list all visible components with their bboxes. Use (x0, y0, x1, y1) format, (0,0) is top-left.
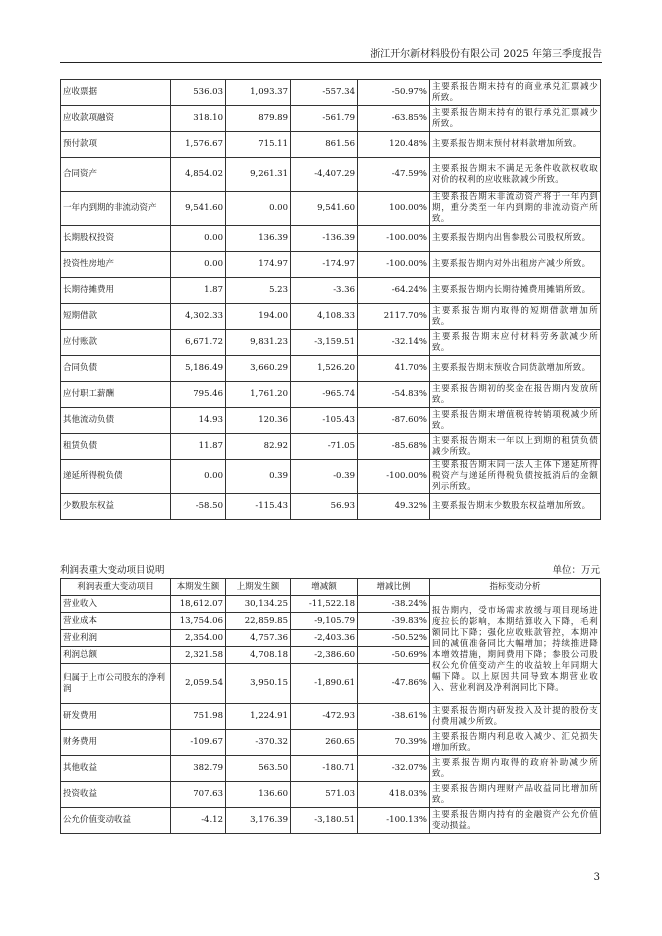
header-previous: 上期发生额 (226, 579, 291, 596)
change-amount: -1,890.61 (291, 664, 358, 704)
change-note: 主要系报告期内利息收入减少、汇兑损失增加所致。 (430, 730, 601, 756)
income-statement-change-table (60, 578, 601, 834)
current-value: 9,541.60 (171, 192, 226, 226)
table-row (61, 460, 601, 494)
change-ratio: 120.48% (358, 132, 430, 158)
current-value: 536.03 (171, 80, 226, 106)
header-item: 利润表重大变动项目 (61, 579, 171, 596)
table-row (61, 252, 601, 278)
balance-sheet-change-table (60, 79, 601, 520)
table-row (61, 808, 601, 834)
item-name: 短期借款 (61, 304, 171, 330)
change-amount: -174.97 (291, 252, 358, 278)
change-amount: -136.39 (291, 226, 358, 252)
change-amount: 56.93 (291, 494, 358, 520)
item-name: 营业成本 (61, 613, 171, 630)
item-name: 其他收益 (61, 756, 171, 782)
current-value: 382.79 (171, 756, 226, 782)
previous-value: 4,708.18 (226, 647, 291, 664)
previous-value: 1,761.20 (226, 382, 291, 408)
item-name: 长期待摊费用 (61, 278, 171, 304)
item-name: 公允价值变动收益 (61, 808, 171, 834)
current-value: 11.87 (171, 434, 226, 460)
item-name: 财务费用 (61, 730, 171, 756)
item-name: 应付职工薪酬 (61, 382, 171, 408)
change-ratio: -50.97% (358, 80, 430, 106)
item-name: 合同资产 (61, 158, 171, 192)
page-header: 浙江开尔新材料股份有限公司 2025 年第三季度报告 (370, 49, 602, 60)
change-amount: 9,541.60 (291, 192, 358, 226)
previous-value: 0.00 (226, 192, 291, 226)
table-row (61, 704, 601, 730)
current-value: 18,612.07 (171, 596, 226, 613)
change-ratio: -32.07% (358, 756, 430, 782)
previous-value: 1,093.37 (226, 80, 291, 106)
previous-value: 9,831.23 (226, 330, 291, 356)
header-current: 本期发生额 (171, 579, 226, 596)
change-amount: -9,105.79 (291, 613, 358, 630)
current-value: -109.67 (171, 730, 226, 756)
change-ratio: -85.68% (358, 434, 430, 460)
table-row (61, 756, 601, 782)
item-name: 一年内到期的非流动资产 (61, 192, 171, 226)
table-row (61, 408, 601, 434)
table-row (61, 278, 601, 304)
change-note: 主要系报告期内持有的金融资产公允价值变动损益。 (430, 808, 601, 834)
previous-value: 82.92 (226, 434, 291, 460)
change-amount: -4,407.29 (291, 158, 358, 192)
current-value: 795.46 (171, 382, 226, 408)
current-value: 4,854.02 (171, 158, 226, 192)
change-ratio: -100.13% (358, 808, 430, 834)
previous-value: 1,224.91 (226, 704, 291, 730)
change-amount: -2,386.60 (291, 647, 358, 664)
current-value: -58.50 (171, 494, 226, 520)
previous-value: -115.43 (226, 494, 291, 520)
change-amount: -965.74 (291, 382, 358, 408)
table-row (61, 730, 601, 756)
page-number: 3 (593, 872, 600, 883)
item-name: 合同负债 (61, 356, 171, 382)
change-ratio: 49.32% (358, 494, 430, 520)
change-amount: 260.65 (291, 730, 358, 756)
change-amount: -3,180.51 (291, 808, 358, 834)
change-note: 主要系报告期末预收合同货款增加所致。 (430, 356, 601, 382)
change-ratio: -100.00% (358, 252, 430, 278)
previous-value: 3,660.29 (226, 356, 291, 382)
change-amount: -0.39 (291, 460, 358, 494)
table-row (61, 304, 601, 330)
item-name: 应收票据 (61, 80, 171, 106)
change-note: 主要系报告期内长期待摊费用摊销所致。 (430, 278, 601, 304)
change-ratio: -54.83% (358, 382, 430, 408)
table-row (61, 226, 601, 252)
change-amount: -3.36 (291, 278, 358, 304)
change-ratio: 70.39% (358, 730, 430, 756)
change-ratio: -50.52% (358, 630, 430, 647)
change-ratio: -100.00% (358, 460, 430, 494)
header-ratio: 增减比例 (358, 579, 430, 596)
change-ratio: -32.14% (358, 330, 430, 356)
change-amount: -557.34 (291, 80, 358, 106)
header-change: 增减额 (291, 579, 358, 596)
change-ratio: -100.00% (358, 226, 430, 252)
change-note: 主要系报告期内出售参股公司股权所致。 (430, 226, 601, 252)
current-value: 0.00 (171, 226, 226, 252)
change-amount: -561.79 (291, 106, 358, 132)
change-amount: -71.05 (291, 434, 358, 460)
current-value: 6,671.72 (171, 330, 226, 356)
table-row (61, 80, 601, 106)
previous-value: 4,757.36 (226, 630, 291, 647)
current-value: 2,354.00 (171, 630, 226, 647)
unit-label: 单位：万元 (552, 565, 600, 576)
previous-value: 715.11 (226, 132, 291, 158)
change-amount: -472.93 (291, 704, 358, 730)
item-name: 投资性房地产 (61, 252, 171, 278)
item-name: 归属于上市公司股东的净利润 (61, 664, 171, 704)
change-ratio: -64.24% (358, 278, 430, 304)
change-amount: -105.43 (291, 408, 358, 434)
previous-value: 174.97 (226, 252, 291, 278)
current-value: 751.98 (171, 704, 226, 730)
previous-value: 9,261.31 (226, 158, 291, 192)
change-amount: -3,159.51 (291, 330, 358, 356)
change-note: 主要系报告期内取得的短期借款增加所致。 (430, 304, 601, 330)
item-name: 应付账款 (61, 330, 171, 356)
caption-title: 利润表重大变动项目说明 (60, 565, 165, 576)
item-name: 长期股权投资 (61, 226, 171, 252)
table-row (61, 382, 601, 408)
current-value: 318.10 (171, 106, 226, 132)
previous-value: 22,859.85 (226, 613, 291, 630)
change-note: 主要系报告期末持有的商业承兑汇票减少所致。 (430, 80, 601, 106)
change-note: 主要系报告期末一年以上到期的租赁负债减少所致。 (430, 434, 601, 460)
change-ratio: 41.70% (358, 356, 430, 382)
change-note: 主要系报告期末不满足无条件收款权收取对价的权利的应收账款减少所致。 (430, 158, 601, 192)
table-row (61, 356, 601, 382)
change-note: 主要系报告期末应付材料劳务款减少所致。 (430, 330, 601, 356)
change-ratio: -47.59% (358, 158, 430, 192)
table-row (61, 596, 601, 613)
change-note: 主要系报告期内研发投入及计提的股份支付费用减少所致。 (430, 704, 601, 730)
change-amount: -11,522.18 (291, 596, 358, 613)
income-statement-caption (60, 562, 600, 576)
previous-value: 563.50 (226, 756, 291, 782)
change-amount: -180.71 (291, 756, 358, 782)
change-note: 主要系报告期内取得的政府补助减少所致。 (430, 756, 601, 782)
current-value: 0.00 (171, 460, 226, 494)
table-row (61, 192, 601, 226)
previous-value: 0.39 (226, 460, 291, 494)
table-row (61, 158, 601, 192)
change-note: 主要系报告期初的奖金在报告期内发放所致。 (430, 382, 601, 408)
change-ratio: -50.69% (358, 647, 430, 664)
change-note: 主要系报告期内对外出租房产减少所致。 (430, 252, 601, 278)
change-amount: 861.56 (291, 132, 358, 158)
previous-value: 120.36 (226, 408, 291, 434)
item-name: 递延所得税负债 (61, 460, 171, 494)
change-note: 主要系报告期末增值税待转销项税减少所致。 (430, 408, 601, 434)
current-value: 2,321.58 (171, 647, 226, 664)
previous-value: 879.89 (226, 106, 291, 132)
change-ratio: 100.00% (358, 192, 430, 226)
table-row (61, 434, 601, 460)
previous-value: 3,176.39 (226, 808, 291, 834)
previous-value: 5.23 (226, 278, 291, 304)
change-note: 主要系报告期末非流动资产将于一年内到期，重分类至一年内到期的非流动资产所致。 (430, 192, 601, 226)
current-value: -4.12 (171, 808, 226, 834)
change-note: 主要系报告期内理财产品收益同比增加所致。 (430, 782, 601, 808)
table-row (61, 330, 601, 356)
current-value: 707.63 (171, 782, 226, 808)
change-amount: -2,403.36 (291, 630, 358, 647)
change-ratio: 2117.70% (358, 304, 430, 330)
change-ratio: 418.03% (358, 782, 430, 808)
previous-value: 3,950.15 (226, 664, 291, 704)
item-name: 营业利润 (61, 630, 171, 647)
change-note: 主要系报告期末持有的银行承兑汇票减少所致。 (430, 106, 601, 132)
item-name: 其他流动负债 (61, 408, 171, 434)
current-value: 2,059.54 (171, 664, 226, 704)
previous-value: -370.32 (226, 730, 291, 756)
table-row (61, 782, 601, 808)
previous-value: 30,134.25 (226, 596, 291, 613)
change-ratio: -47.86% (358, 664, 430, 704)
item-name: 利润总额 (61, 647, 171, 664)
current-value: 13,754.06 (171, 613, 226, 630)
table-row (61, 132, 601, 158)
merged-change-note: 报告期内，受市场需求放缓与项目现场进度拉长的影响，本期结算收入下降，毛利额同比下降；强化应收账款管控，本期冲回的减值准备同比大幅增加；持续推进降本增效措施，期间费用下降；参股公司股权公允价值变动产生的收益较上年同期大幅下降。以上原因共同导致本期营业收入、营业利润及净利润同比下降。 (430, 596, 601, 704)
item-name: 研发费用 (61, 704, 171, 730)
change-amount: 571.03 (291, 782, 358, 808)
item-name: 预付款项 (61, 132, 171, 158)
change-ratio: -39.83% (358, 613, 430, 630)
item-name: 应收款项融资 (61, 106, 171, 132)
header-divider (60, 62, 602, 63)
change-ratio: -87.60% (358, 408, 430, 434)
change-ratio: -63.85% (358, 106, 430, 132)
item-name: 营业收入 (61, 596, 171, 613)
change-note: 主要系报告期末同一法人主体下递延所得税资产与递延所得税负债按抵消后的金额列示所致。 (430, 460, 601, 494)
item-name: 少数股东权益 (61, 494, 171, 520)
change-ratio: -38.24% (358, 596, 430, 613)
current-value: 4,302.33 (171, 304, 226, 330)
previous-value: 136.39 (226, 226, 291, 252)
header-note: 指标变动分析 (430, 579, 601, 596)
item-name: 投资收益 (61, 782, 171, 808)
previous-value: 136.60 (226, 782, 291, 808)
change-amount: 1,526.20 (291, 356, 358, 382)
change-amount: 4,108.33 (291, 304, 358, 330)
change-note: 主要系报告期末少数股东权益增加所致。 (430, 494, 601, 520)
item-name: 租赁负债 (61, 434, 171, 460)
previous-value: 194.00 (226, 304, 291, 330)
change-ratio: -38.61% (358, 704, 430, 730)
current-value: 1,576.67 (171, 132, 226, 158)
current-value: 5,186.49 (171, 356, 226, 382)
change-note: 主要系报告期末预付材料款增加所致。 (430, 132, 601, 158)
current-value: 1.87 (171, 278, 226, 304)
current-value: 14.93 (171, 408, 226, 434)
table-row (61, 106, 601, 132)
current-value: 0.00 (171, 252, 226, 278)
table-row (61, 494, 601, 520)
